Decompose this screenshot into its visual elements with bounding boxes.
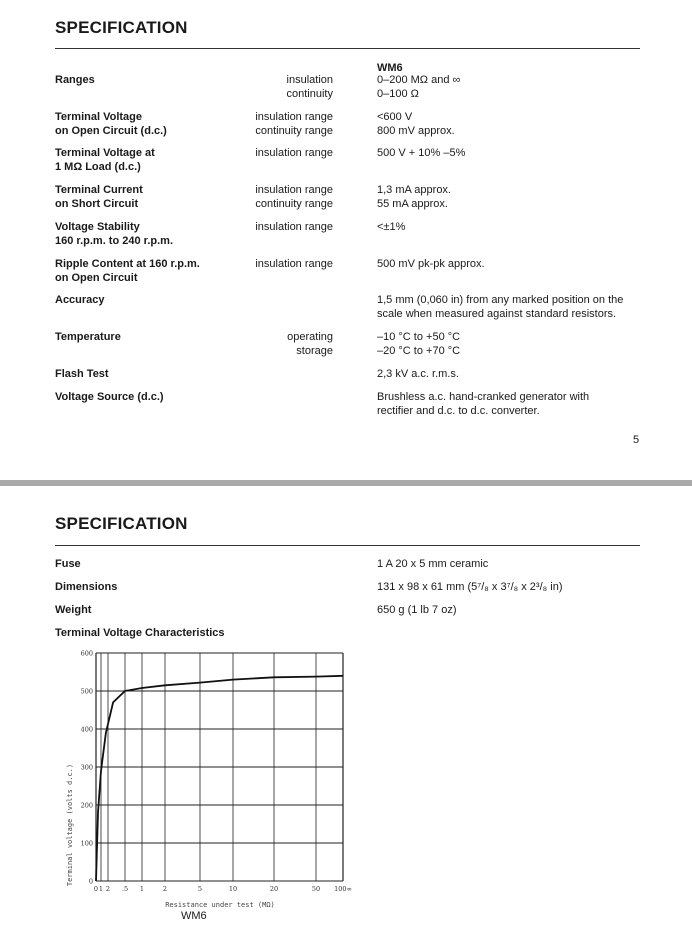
y-tick-label: 600 — [80, 649, 93, 658]
weight-value: 650 g (1 lb 7 oz) — [377, 604, 457, 616]
y-axis-label: Terminal voltage (volts d.c.) — [66, 763, 74, 887]
value-line: 500 mV pk-pk approx. — [377, 258, 485, 270]
label-line: Ripple Content at 160 r.p.m. — [55, 258, 200, 270]
fuse-label: Fuse — [55, 558, 81, 570]
x-tick-label: 1 — [98, 885, 104, 893]
condition-line: insulation range — [255, 221, 333, 233]
page-title: SPECIFICATION — [55, 18, 188, 37]
x-tick-label: 50 — [311, 885, 321, 893]
spec-row-condition — [255, 258, 333, 272]
title-rule-2 — [55, 545, 640, 546]
value-line: 1,3 mA approx. — [377, 184, 451, 196]
spec-row-condition — [287, 331, 333, 358]
spec-row-label — [55, 221, 173, 248]
y-tick-labels — [81, 650, 93, 886]
spec-row-label — [55, 184, 143, 211]
spec-row-label — [55, 294, 105, 308]
value-line: 500 V + 10% –5% — [377, 147, 466, 159]
page-title-2: SPECIFICATION — [55, 514, 188, 533]
x-tick-label: 2 — [105, 885, 111, 893]
label-line: Terminal Current — [55, 184, 143, 196]
chart-grid — [96, 653, 343, 881]
label-line: Accuracy — [55, 294, 105, 306]
spec-row-label — [55, 147, 155, 174]
fuse-value: 1 A 20 x 5 mm ceramic — [377, 558, 489, 570]
value-line: 800 mV approx. — [377, 124, 455, 137]
value-line: –20 °C to +70 °C — [377, 344, 461, 357]
spec-row-condition — [255, 111, 333, 138]
y-tick-label: 400 — [80, 725, 93, 734]
spec-row-value — [377, 391, 645, 418]
condition-line: operating — [287, 331, 333, 343]
label-line: 160 r.p.m. to 240 r.p.m. — [55, 234, 173, 247]
x-tick-labels — [94, 885, 352, 893]
label-line: 1 MΩ Load (d.c.) — [55, 160, 141, 173]
label-line: on Open Circuit (d.c.) — [55, 124, 167, 137]
x-tick-label: 100∞ — [334, 885, 352, 893]
label-line: on Open Circuit — [55, 271, 138, 284]
value-line: scale when measured against standard resistors. — [377, 307, 617, 320]
spec-row-value — [377, 184, 645, 211]
value-line: Brushless a.c. hand-cranked generator with — [377, 391, 590, 403]
chart-heading: Terminal Voltage Characteristics — [55, 627, 225, 639]
value-line: 0–100 Ω — [377, 87, 419, 100]
label-line: Terminal Voltage at — [55, 147, 155, 159]
x-tick-label: 0 — [93, 885, 99, 893]
spec-row-label — [55, 74, 95, 88]
condition-line: continuity range — [255, 197, 333, 210]
spec-row-value — [377, 111, 645, 138]
spec-row-condition — [255, 147, 333, 161]
x-tick-label: 1 — [139, 885, 145, 893]
condition-line: continuity range — [255, 124, 333, 137]
column-header: WM6 — [377, 62, 403, 74]
y-tick-label: 300 — [80, 763, 93, 772]
spec-row-label — [55, 111, 167, 138]
y-tick-label: 100 — [80, 839, 93, 848]
spec-row-value — [377, 331, 645, 358]
spec-row-label — [55, 391, 164, 405]
chart-caption: WM6 — [181, 910, 207, 922]
value-line: 1,5 mm (0,060 in) from any marked position on the — [377, 294, 624, 306]
spec-row-condition — [255, 184, 333, 211]
x-tick-label: 20 — [269, 885, 279, 893]
y-tick-label: 500 — [80, 687, 93, 696]
value-line: rectifier and d.c. to d.c. converter. — [377, 404, 540, 417]
condition-line: insulation range — [255, 111, 333, 123]
label-line: on Short Circuit — [55, 197, 139, 210]
condition-line: insulation range — [255, 184, 333, 196]
spec-row-value — [377, 368, 645, 382]
label-line: Voltage Stability — [55, 221, 140, 233]
value-line: 2,3 kV a.c. r.m.s. — [377, 368, 459, 380]
label-line: Flash Test — [55, 368, 109, 380]
condition-line: insulation — [286, 74, 333, 86]
condition-line: storage — [296, 344, 333, 357]
page-number: 5 — [633, 434, 640, 446]
condition-line: continuity — [286, 87, 333, 100]
x-tick-label: 2 — [162, 885, 168, 893]
y-tick-label: 0 — [88, 877, 93, 886]
spec-row-value — [377, 147, 645, 161]
x-tick-label: .5 — [121, 885, 129, 893]
y-tick-label: 200 — [80, 801, 93, 810]
value-line: <±1% — [377, 221, 406, 233]
spec-row-condition — [255, 221, 333, 235]
label-line: Terminal Voltage — [55, 111, 143, 123]
title-rule — [55, 48, 640, 49]
label-line: Ranges — [55, 74, 95, 86]
series-line — [96, 676, 343, 881]
value-line: 55 mA approx. — [377, 197, 448, 210]
spec-row-value — [377, 294, 645, 321]
spec-row-label — [55, 258, 200, 285]
value-line: <600 V — [377, 111, 413, 123]
condition-line: insulation range — [255, 258, 333, 270]
spec-row-value — [377, 258, 645, 272]
x-tick-label: 10 — [228, 885, 238, 893]
value-line: 0–200 MΩ and ∞ — [377, 74, 461, 86]
dimensions-value: 131 x 98 x 61 mm (5⁷/₈ x 3⁷/₈ x 2³/₈ in) — [377, 581, 563, 593]
condition-line: insulation range — [255, 147, 333, 159]
spec-row-condition — [287, 74, 333, 101]
value-line: –10 °C to +50 °C — [377, 331, 461, 343]
spec-row-value — [377, 74, 645, 101]
spec-row-label — [55, 331, 121, 345]
weight-label: Weight — [55, 604, 92, 616]
label-line: Temperature — [55, 331, 121, 343]
spec-row-value — [377, 221, 645, 235]
spec-row-label — [55, 368, 109, 382]
dimensions-label: Dimensions — [55, 581, 118, 593]
label-line: Voltage Source (d.c.) — [55, 391, 164, 403]
x-axis-label: Resistance under test (MΩ) — [165, 901, 275, 909]
x-tick-label: 5 — [197, 885, 203, 893]
terminal-voltage-chart — [60, 645, 360, 915]
